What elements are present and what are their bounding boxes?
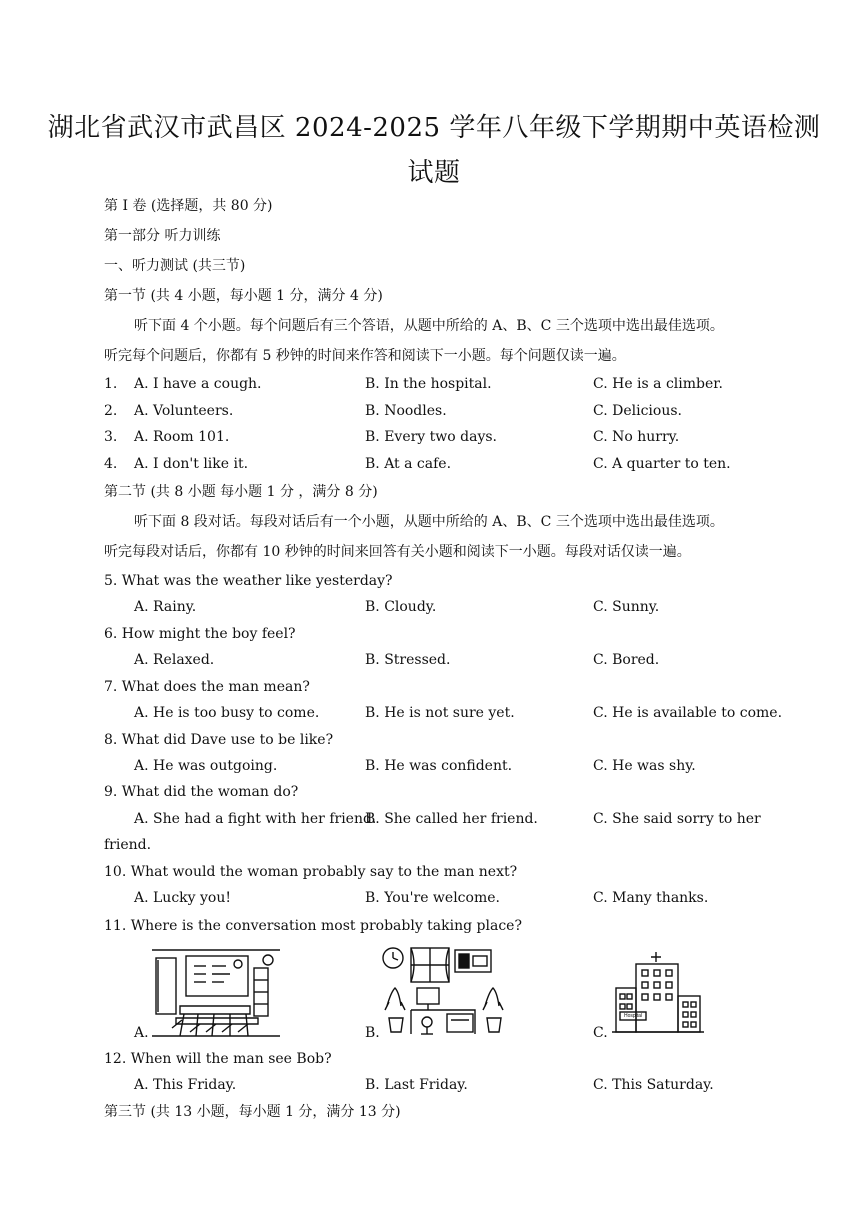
question-row bbox=[0, 704, 868, 722]
option-b: B. bbox=[365, 1025, 380, 1041]
question-stem: 8. What did Dave use to be like? bbox=[104, 732, 334, 748]
section2-instruction-1: 听下面 8 段对话。每段对话后有一个小题，从题中所给的 A、B、C 三个选项中选出最佳选项。 bbox=[134, 514, 724, 530]
question-number: 1. bbox=[104, 376, 118, 392]
question-row bbox=[0, 757, 868, 775]
option-b: B. Cloudy. bbox=[365, 599, 437, 615]
classroom-icon bbox=[150, 944, 282, 1038]
option-a: A. I have a cough. bbox=[134, 376, 262, 392]
option-b: B. In the hospital. bbox=[365, 376, 492, 392]
question-number: 4. bbox=[104, 456, 118, 472]
option-a: A. He is too busy to come. bbox=[134, 705, 320, 721]
option-a: A. He was outgoing. bbox=[134, 758, 278, 774]
option-c: C. Delicious. bbox=[593, 403, 682, 419]
option-b: B. He was confident. bbox=[365, 758, 513, 774]
option-a: A. She had a fight with her friend. bbox=[134, 811, 377, 827]
question-number: 3. bbox=[104, 429, 118, 445]
option-b: B. Last Friday. bbox=[365, 1077, 468, 1093]
option-b: B. He is not sure yet. bbox=[365, 705, 515, 721]
question-row bbox=[0, 375, 868, 393]
question-number: 2. bbox=[104, 403, 118, 419]
option-a: A. Volunteers. bbox=[134, 403, 234, 419]
option-b: B. You're welcome. bbox=[365, 890, 500, 906]
listening-heading: 一、听力测试 (共三节) bbox=[104, 258, 246, 274]
question-row bbox=[0, 598, 868, 616]
hospital-icon bbox=[612, 950, 704, 1034]
question-row bbox=[0, 810, 868, 828]
question-stem: 12. When will the man see Bob? bbox=[104, 1051, 332, 1067]
option-a: A. Room 101. bbox=[134, 429, 230, 445]
option-c: C. Sunny. bbox=[593, 599, 660, 615]
option-a: A. Relaxed. bbox=[134, 652, 215, 668]
part-heading: 第一部分 听力训练 bbox=[104, 228, 221, 244]
section1-instruction-1: 听下面 4 个小题。每个问题后有三个答语，从题中所给的 A、B、C 三个选项中选出最佳选项。 bbox=[134, 318, 724, 334]
volume-heading: 第 I 卷 (选择题，共 80 分) bbox=[104, 198, 273, 214]
option-c: C. Bored. bbox=[593, 652, 660, 668]
option-a: A. I don't like it. bbox=[134, 456, 249, 472]
question-row bbox=[0, 651, 868, 669]
option-c: C. No hurry. bbox=[593, 429, 680, 445]
exam-title-line1: 湖北省武汉市武昌区 2024-2025 学年八年级下学期期中英语检测 bbox=[47, 113, 821, 143]
question-stem: 6. How might the boy feel? bbox=[104, 626, 296, 642]
question-stem: 7. What does the man mean? bbox=[104, 679, 310, 695]
option-b: B. Noodles. bbox=[365, 403, 447, 419]
question-stem: 11. Where is the conversation most probably taking place? bbox=[104, 918, 522, 934]
question-row bbox=[0, 402, 868, 420]
question-row bbox=[0, 428, 868, 446]
option-c: C. Many thanks. bbox=[593, 890, 709, 906]
section2-instruction-2: 听完每段对话后，你都有 10 秒钟的时间来回答有关小题和阅读下一小题。每段对话仅读一遍。 bbox=[104, 544, 691, 560]
option-b: B. She called her friend. bbox=[365, 811, 538, 827]
option-a: A. bbox=[134, 1025, 149, 1041]
option-c: C. bbox=[593, 1025, 608, 1041]
hospital-sign: Hospital bbox=[623, 1013, 643, 1019]
question-stem: 9. What did the woman do? bbox=[104, 784, 299, 800]
section2-heading: 第二节 (共 8 小题 每小题 1 分 ，满分 8 分) bbox=[104, 484, 378, 500]
option-b: B. Every two days. bbox=[365, 429, 497, 445]
question-stem: 5. What was the weather like yesterday? bbox=[104, 573, 393, 589]
option-a: A. Rainy. bbox=[134, 599, 197, 615]
option-b: B. At a cafe. bbox=[365, 456, 452, 472]
section1-instruction-2: 听完每个问题后，你都有 5 秒钟的时间来作答和阅读下一小题。每个问题仅读一遍。 bbox=[104, 348, 626, 364]
section1-heading: 第一节 (共 4 小题，每小题 1 分，满分 4 分) bbox=[104, 288, 383, 304]
option-c: C. A quarter to ten. bbox=[593, 456, 731, 472]
option-wrap: friend. bbox=[104, 837, 152, 853]
question-stem: 10. What would the woman probably say to the man next? bbox=[104, 864, 518, 880]
option-a: A. Lucky you! bbox=[134, 890, 231, 906]
question-row bbox=[0, 455, 868, 473]
section3-heading: 第三节 (共 13 小题，每小题 1 分，满分 13 分) bbox=[104, 1104, 401, 1120]
option-c: C. He is available to come. bbox=[593, 705, 783, 721]
option-c: C. He is a climber. bbox=[593, 376, 723, 392]
question-row bbox=[0, 889, 868, 907]
option-c: C. She said sorry to her bbox=[593, 811, 761, 827]
question-row bbox=[0, 1076, 868, 1094]
exam-title-line2: 试题 bbox=[407, 158, 461, 188]
option-c: C. He was shy. bbox=[593, 758, 696, 774]
option-c: C. This Saturday. bbox=[593, 1077, 714, 1093]
option-b: B. Stressed. bbox=[365, 652, 451, 668]
study-room-icon bbox=[381, 944, 507, 1036]
option-a: A. This Friday. bbox=[134, 1077, 237, 1093]
